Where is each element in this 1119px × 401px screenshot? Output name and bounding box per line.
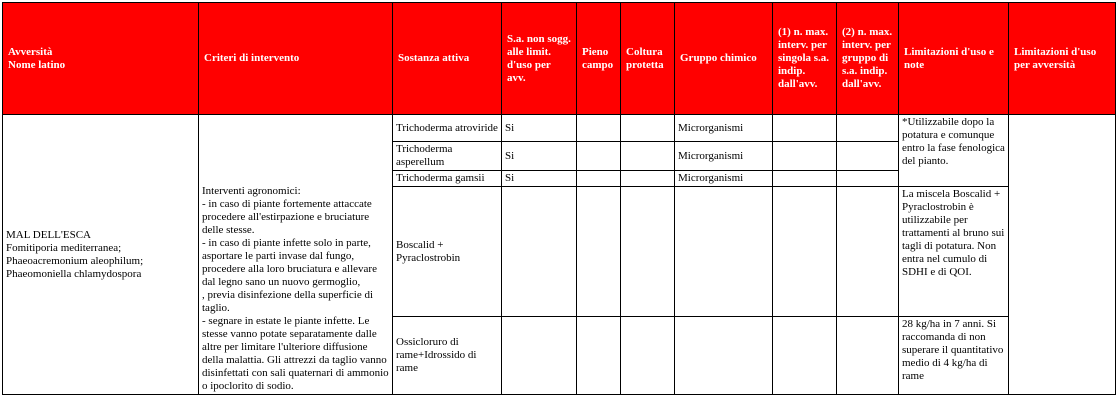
- max-interv-sa-cell: [773, 171, 837, 187]
- sa-non-sogg-cell: Si: [502, 171, 577, 187]
- note-cell: La miscela Boscalid + Pyraclostrobin è utilizzabile per trattamenti al bruno sui tagli di potatura. Non entra nel cumulo di SDHI e di QOI.: [899, 187, 1009, 317]
- max-interv-sa-cell: [773, 115, 837, 142]
- header-row: [3, 3, 1116, 115]
- gruppo-chimico-cell: [675, 187, 773, 317]
- coltura-protetta-cell: [621, 171, 675, 187]
- header-criteri: Criteri di intervento: [199, 3, 393, 115]
- treatment-table: [2, 2, 1116, 395]
- pieno-campo-cell: [577, 142, 621, 171]
- max-interv-gruppo-cell: [837, 115, 899, 142]
- limitazioni-avversita-cell: [1009, 115, 1116, 395]
- gruppo-chimico-cell: [675, 317, 773, 395]
- sostanza-cell: Boscalid + Pyraclostrobin: [393, 187, 502, 317]
- header-coltura-protetta: Coltura protetta: [621, 3, 675, 115]
- coltura-protetta-cell: [621, 115, 675, 142]
- max-interv-gruppo-cell: [837, 142, 899, 171]
- avversita-cell: MAL DELL'ESCA Fomitiporia mediterranea; Phaeoacremonium aleophilum; Phaeomoniella chlamydospora: [3, 115, 199, 395]
- note-cell: *Utilizzabile dopo la potatura e comunque entro la fase fenologica del pianto.: [899, 115, 1009, 187]
- header-limitazioni-note: Limitazioni d'uso e note: [899, 3, 1009, 115]
- coltura-protetta-cell: [621, 317, 675, 395]
- sa-non-sogg-cell: [502, 317, 577, 395]
- header-max-interv-gruppo: (2) n. max. interv. per gruppo di s.a. indip. dall'avv.: [837, 3, 899, 115]
- note-cell: 28 kg/ha in 7 anni. Si raccomanda di non superare il quantitativo medio di 4 kg/ha di rame: [899, 317, 1009, 395]
- gruppo-chimico-cell: Microrganismi: [675, 115, 773, 142]
- header-limitazioni-avversita: Limitazioni d'uso per avversità: [1009, 3, 1116, 115]
- header-sa-non-sogg: S.a. non sogg. alle limit. d'uso per avv.: [502, 3, 577, 115]
- header-pieno-campo: Pieno campo: [577, 3, 621, 115]
- max-interv-gruppo-cell: [837, 171, 899, 187]
- sostanza-cell: Ossicloruro di rame+Idrossido di rame: [393, 317, 502, 395]
- sa-non-sogg-cell: [502, 187, 577, 317]
- coltura-protetta-cell: [621, 187, 675, 317]
- coltura-protetta-cell: [621, 142, 675, 171]
- header-sostanza: Sostanza attiva: [393, 3, 502, 115]
- pieno-campo-cell: [577, 317, 621, 395]
- gruppo-chimico-cell: Microrganismi: [675, 171, 773, 187]
- header-avversita: Avversità Nome latino: [3, 3, 199, 115]
- criteri-cell: Interventi agronomici: - in caso di piante fortemente attaccate procedere all'estirpazione e bruciature delle stesse. - in caso di piante infette solo in parte, asportare le parti invase dal fungo, procedere alla loro bruciatura e allevare dal legno sano un nuovo germoglio, , previa disinfezione della superficie di taglio. - segnare in estate le piante infette. Le stesse vanno potate separatamente dalle altre per limitare l'ulteriore diffusione della malattia. Gli attrezzi da taglio vanno disinfettati con sali quaternari di ammonio o ipoclorito di sodio.: [199, 115, 393, 395]
- max-interv-gruppo-cell: [837, 317, 899, 395]
- sostanza-cell: Trichoderma asperellum: [393, 142, 502, 171]
- pieno-campo-cell: [577, 115, 621, 142]
- pieno-campo-cell: [577, 171, 621, 187]
- sostanza-cell: Trichoderma gamsii: [393, 171, 502, 187]
- table-row: [3, 115, 1116, 142]
- pieno-campo-cell: [577, 187, 621, 317]
- gruppo-chimico-cell: Microrganismi: [675, 142, 773, 171]
- header-max-interv-sa: (1) n. max. interv. per singola s.a. indip. dall'avv.: [773, 3, 837, 115]
- max-interv-sa-cell: [773, 317, 837, 395]
- sostanza-cell: Trichoderma atroviride: [393, 115, 502, 142]
- max-interv-sa-cell: [773, 187, 837, 317]
- sa-non-sogg-cell: Si: [502, 115, 577, 142]
- header-gruppo-chimico: Gruppo chimico: [675, 3, 773, 115]
- max-interv-gruppo-cell: [837, 187, 899, 317]
- sa-non-sogg-cell: Si: [502, 142, 577, 171]
- max-interv-sa-cell: [773, 142, 837, 171]
